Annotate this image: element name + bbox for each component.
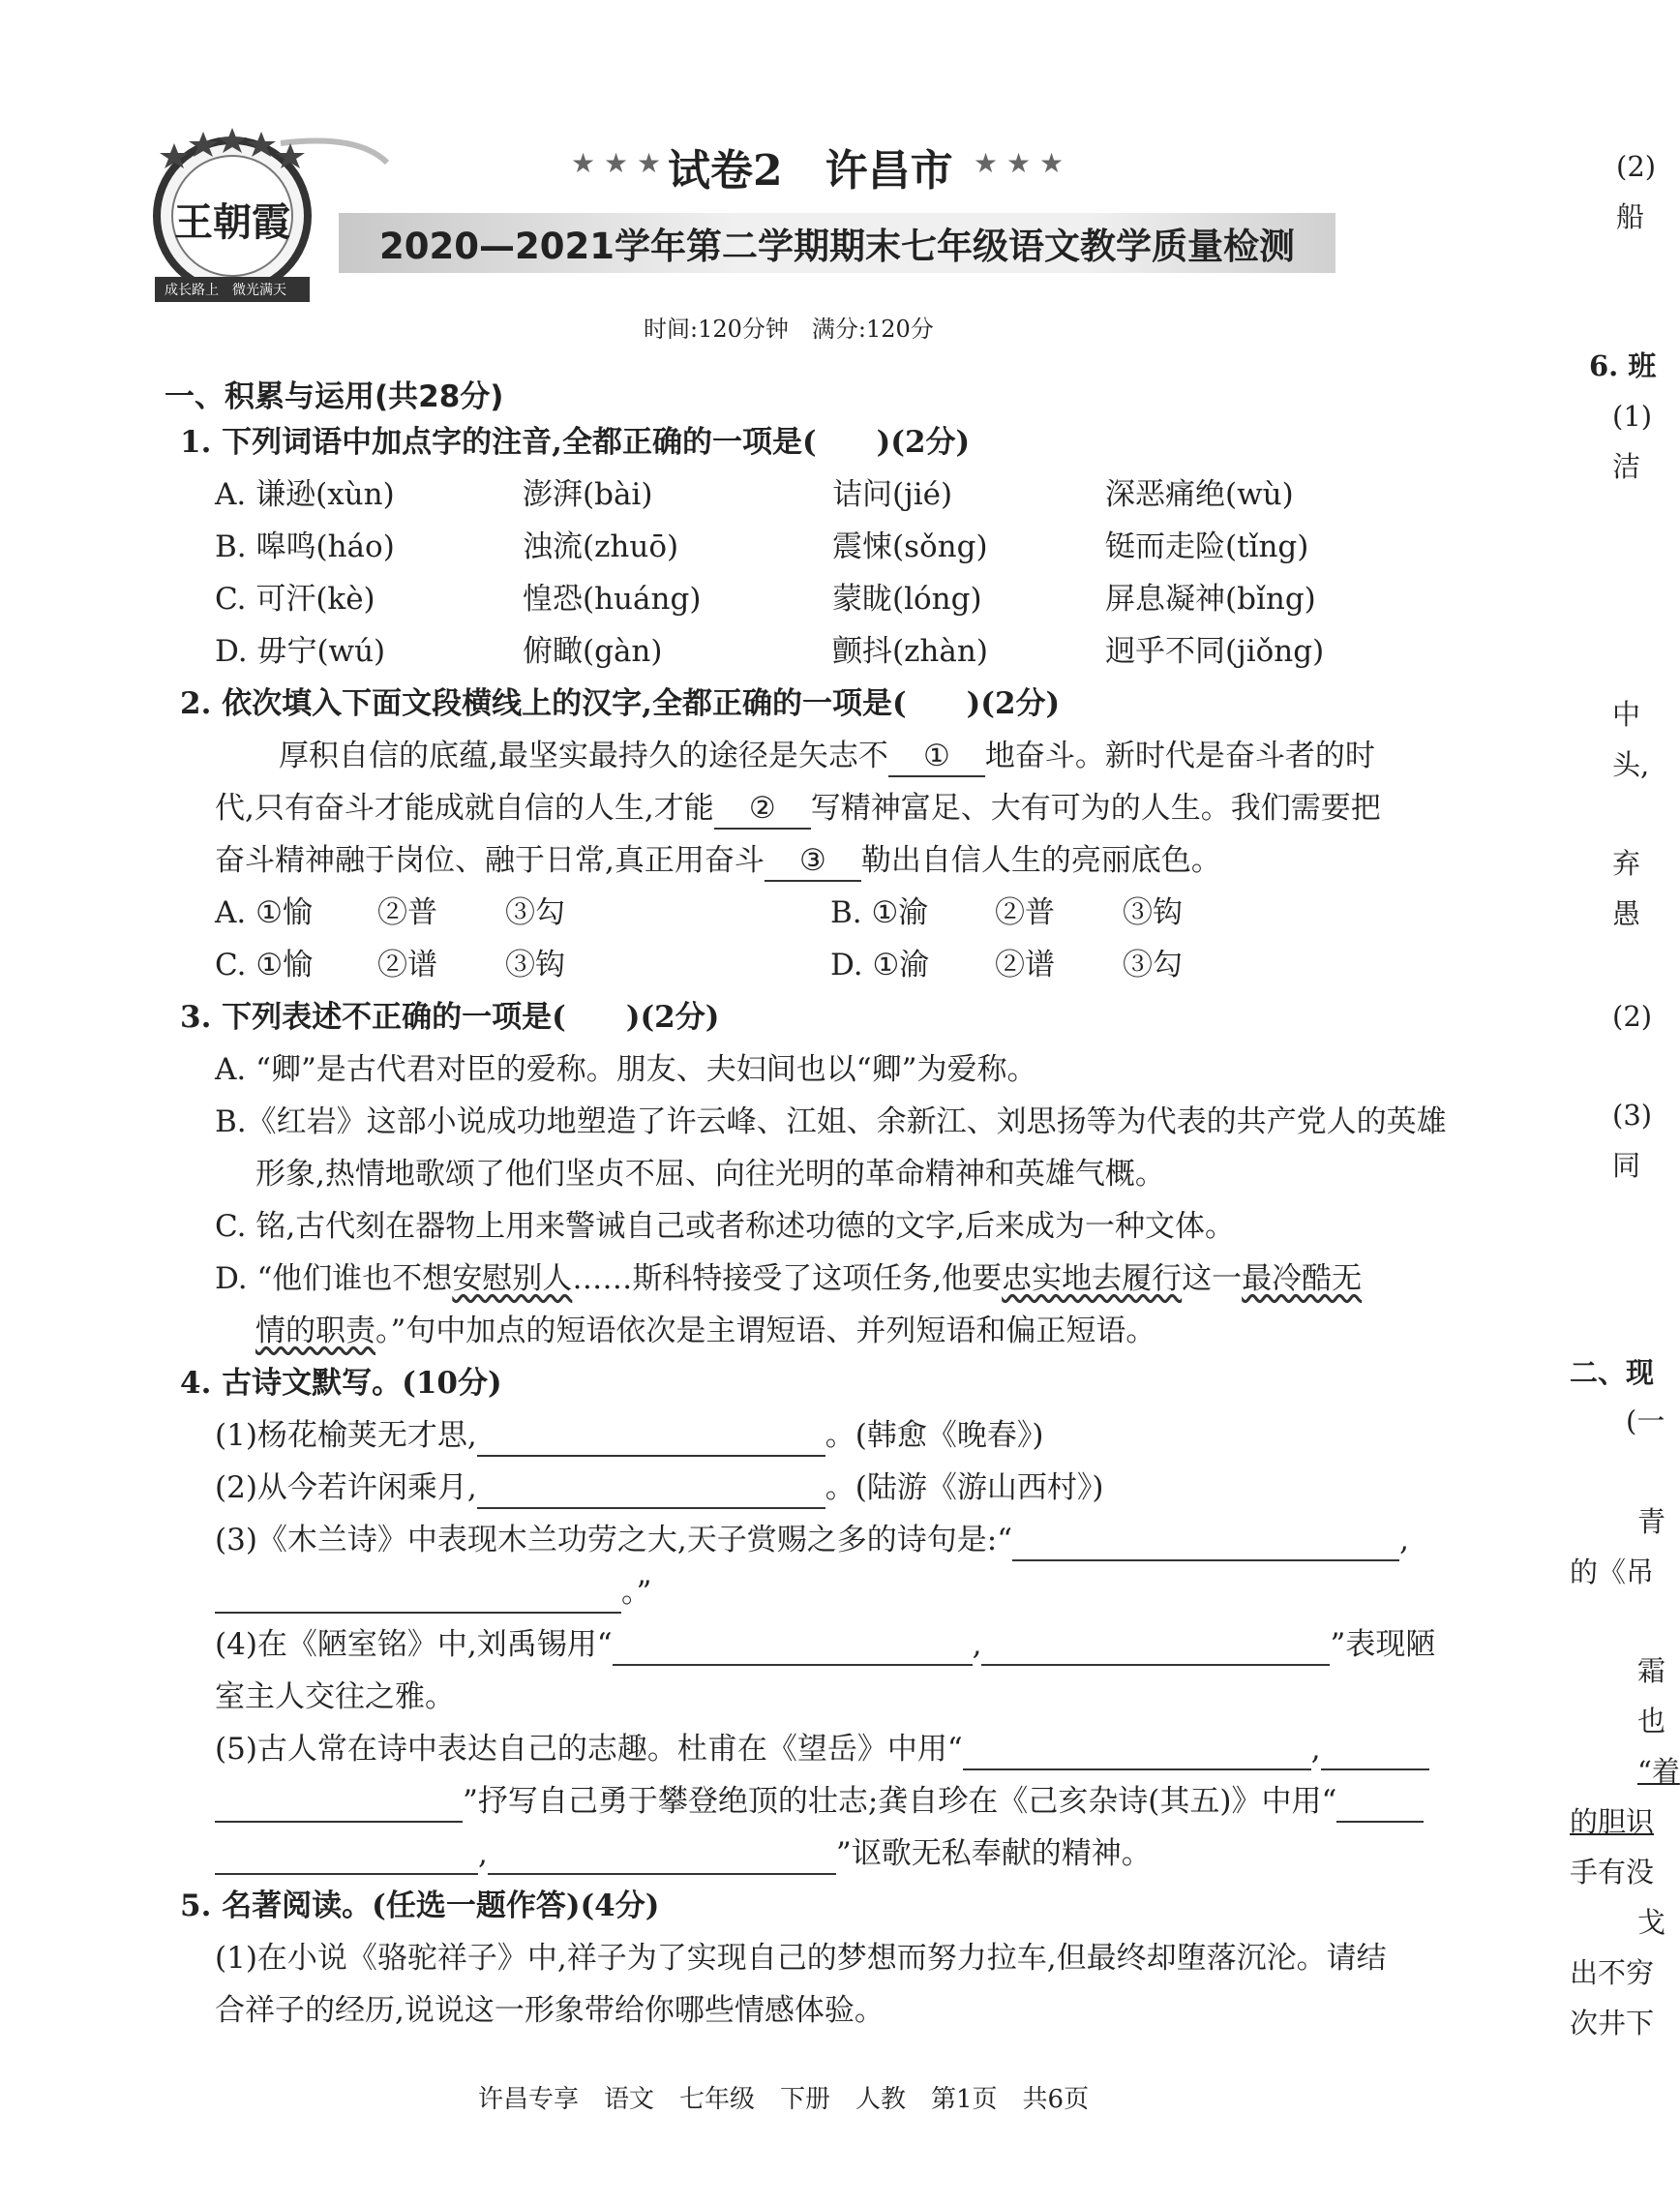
q1-option-d1: D. 毋宁(wú) <box>215 634 386 669</box>
q3-option-b-line-2: 形象,热情地歌颂了他们坚贞不屈、向往光明的革命精神和英雄气概。 <box>255 1157 1165 1192</box>
q1-option-b4: 铤而走险(tǐng) <box>1105 529 1309 564</box>
q1-options <box>215 468 1376 678</box>
q1-option-a4: 深恶痛绝(wù) <box>1105 477 1294 512</box>
question-1-stem: 1. 下列词语中加点字的注音,全都正确的一项是( )(2分) <box>180 425 971 460</box>
q2-option-a-3: ③勾 <box>505 895 565 930</box>
q2-passage-line-2: 代,只有奋斗才能成就自信的人生,才能 ② 写精神富足、大有可为的人生。我们需要把 <box>215 782 1381 834</box>
q3-option-b-line-1: B.《红岩》这部小说成功地塑造了许云峰、江姐、余新江、刘思扬等为代表的共产党人的英雄 <box>215 1104 1447 1139</box>
q1-option-b1: B. 嗥鸣(háo) <box>215 529 395 564</box>
q2-option-c-1: C. ①愉 <box>215 948 314 982</box>
q3-option-a: A. “卿”是古代君对臣的爱称。朋友、夫妇间也以“卿”为爱称。 <box>215 1052 1037 1087</box>
dotted-phrase-2: 忠实地去履行 <box>1002 1261 1183 1296</box>
q2-option-b-3: ③钩 <box>1123 895 1183 930</box>
q4-answer-blank-5e[interactable] <box>215 1834 478 1875</box>
q4-answer-blank-5f[interactable] <box>488 1834 836 1875</box>
q4-line-3: (3)《木兰诗》中表现木兰功劳之大,天子赏赐之多的诗句是:“ , <box>215 1514 1409 1566</box>
q2-option-c-2: ②谱 <box>377 948 437 982</box>
question-2-stem: 2. 依次填入下面文段横线上的汉字,全都正确的一项是( )(2分) <box>180 686 1061 721</box>
title-stars-right: ★ ★ ★ <box>974 147 1065 179</box>
title-stars-left: ★ ★ ★ <box>571 147 662 179</box>
q4-answer-blank-3a[interactable] <box>1012 1521 1399 1561</box>
q1-option-c2: 惶恐(huáng) <box>523 582 702 617</box>
q1-option-d2: 俯瞰(gàn) <box>523 634 663 669</box>
exam-meta: 时间:120分钟 满分:120分 <box>644 316 934 343</box>
section-title: 一、积累与运用(共28分) <box>165 379 504 414</box>
q2-options-row-2 <box>215 939 1279 991</box>
q4-answer-blank-2[interactable] <box>477 1468 825 1509</box>
question-4-stem: 4. 古诗文默写。(10分) <box>180 1366 502 1401</box>
q2-option-b-2: ②普 <box>995 895 1055 930</box>
exam-title: 试卷2 许昌市 <box>668 146 953 196</box>
logo-name: 王朝霞 <box>174 199 290 245</box>
dotted-phrase-3: 最冷酷无 <box>1242 1261 1363 1296</box>
dotted-phrase-1: 安慰别人 <box>452 1261 573 1296</box>
q4-answer-blank-3b[interactable] <box>215 1573 621 1614</box>
q3-option-d-line-2: 情的职责。”句中加点的短语依次是主谓短语、并列短语和偏正短语。 <box>255 1314 1156 1348</box>
q2-option-b-1: B. ①渝 <box>830 895 929 930</box>
q2-passage-line-1: 厚积自信的底蕴,最坚实最持久的途径是矢志不 ① 地奋斗。新时代是奋斗者的时 <box>279 730 1375 782</box>
q4-line-2: (2)从今若许闲乘月, 。(陆游《游山西村》) <box>215 1462 1103 1514</box>
q2-blank-1: ① <box>888 737 985 777</box>
q1-option-b3: 震悚(sǒng) <box>832 529 988 564</box>
q1-option-a3: 诘问(jié) <box>832 477 953 512</box>
q1-option-a2: 澎湃(bài) <box>523 477 653 512</box>
q2-option-d-1: D. ①渝 <box>830 948 930 982</box>
q3-option-d-line-1: D. “他们谁也不想安慰别人……斯科特接受了这项任务,他要忠实地去履行这一最冷酷无 <box>215 1261 1363 1296</box>
q1-option-d4: 迥乎不同(jiǒng) <box>1105 634 1325 669</box>
q1-option-b2: 浊流(zhuō) <box>523 529 679 564</box>
q4-line-5b: ”抒写自己勇于攀登绝顶的壮志;龚自珍在《己亥杂诗(其五)》中用“ <box>215 1775 1424 1828</box>
question-3-stem: 3. 下列表述不正确的一项是( )(2分) <box>180 1000 720 1035</box>
q4-answer-blank-4a[interactable] <box>613 1625 973 1666</box>
q2-option-a-2: ②普 <box>377 895 437 930</box>
q4-answer-blank-5a[interactable] <box>963 1730 1311 1770</box>
q4-answer-blank-5d[interactable] <box>1336 1782 1424 1823</box>
q2-option-c-3: ③钩 <box>505 948 565 982</box>
q1-option-c4: 屏息凝神(bǐng) <box>1105 582 1316 617</box>
q2-option-a-1: A. ①愉 <box>215 895 313 930</box>
q2-passage-line-3: 奋斗精神融于岗位、融于日常,真正用奋斗 ③ 勒出自信人生的亮丽底色。 <box>215 834 1221 887</box>
page-footer: 许昌专享 语文 七年级 下册 人教 第1页 共6页 <box>478 2085 1090 2114</box>
q3-option-c: C. 铭,古代刻在器物上用来警诫自己或者称述功德的文字,后来成为一种文体。 <box>215 1209 1236 1244</box>
q2-options-row-1 <box>215 887 1279 939</box>
q2-option-d-2: ②谱 <box>995 948 1055 982</box>
question-5-stem: 5. 名著阅读。(任选一题作答)(4分) <box>180 1889 660 1923</box>
q2-blank-2: ② <box>714 789 811 830</box>
q4-answer-blank-1[interactable] <box>477 1416 825 1457</box>
q4-line-5c: , ”讴歌无私奉献的精神。 <box>215 1828 1152 1880</box>
q1-option-c1: C. 可汗(kè) <box>215 582 375 617</box>
dotted-phrase-3-end: 情的职责 <box>255 1314 375 1348</box>
q5-line-1: (1)在小说《骆驼祥子》中,祥子为了实现自己的梦想而努力拉车,但最终却堕落沉沦。请结 <box>215 1941 1387 1976</box>
q4-answer-blank-4b[interactable] <box>981 1625 1330 1666</box>
q1-option-c3: 蒙眬(lóng) <box>832 582 982 617</box>
q4-answer-blank-5b[interactable] <box>1321 1730 1429 1770</box>
q4-line-1: (1)杨花榆荚无才思, 。(韩愈《晚春》) <box>215 1409 1043 1462</box>
logo-banner: 成长路上 微光满天 <box>165 283 286 298</box>
right-column-clipped: (2) 船 6. 班 (1) 洁 中 头, 弃 愚 (2) (3) 同 二、现 (一 青 的《吊 霜 也 “着 的胆识 手有没 戈 出不穷 次井下 <box>1570 150 1680 2040</box>
q2-blank-3: ③ <box>765 841 861 882</box>
q5-line-2: 合祥子的经历,说说这一形象带给你哪些情感体验。 <box>215 1993 885 2028</box>
q4-line-4: (4)在《陋室铭》中,刘禹锡用“ , ”表现陋 <box>215 1618 1435 1671</box>
q4-answer-blank-5c[interactable] <box>215 1782 463 1823</box>
q1-option-a1: A. 谦逊(xùn) <box>215 477 395 512</box>
q4-line-3b: 。” <box>215 1566 651 1618</box>
q1-option-d3: 颤抖(zhàn) <box>832 634 988 669</box>
exam-subtitle: 2020—2021学年第二学期期末七年级语文教学质量检测 <box>379 226 1295 267</box>
q4-line-4b: 室主人交往之雅。 <box>215 1679 455 1714</box>
q2-option-d-3: ③勾 <box>1123 948 1183 982</box>
q4-line-5: (5)古人常在诗中表达自己的志趣。杜甫在《望岳》中用“ , <box>215 1723 1429 1775</box>
